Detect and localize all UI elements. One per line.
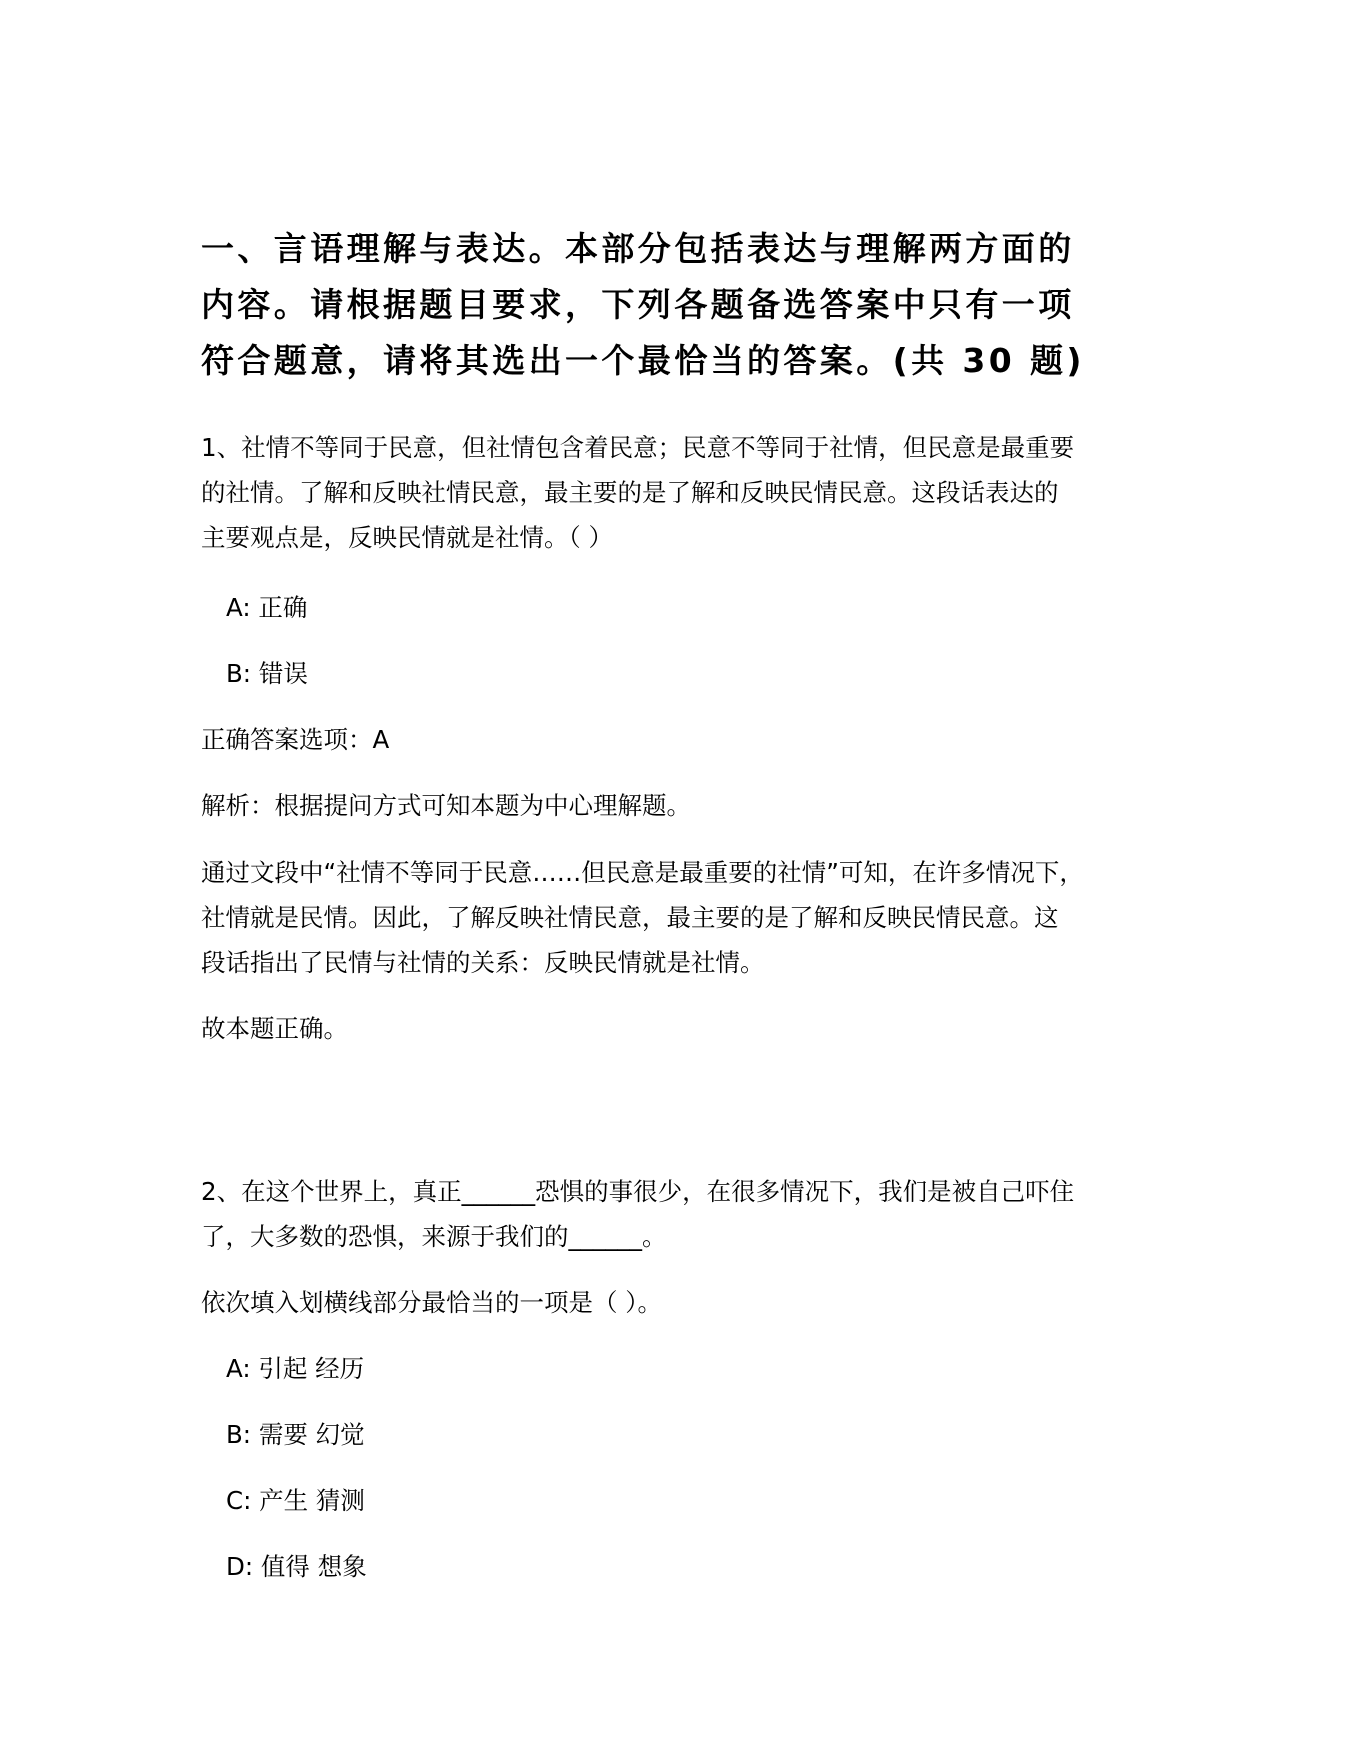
q2-option-b: B: 需要 幻觉: [226, 1420, 365, 1449]
q1-analysis-line-5: 故本题正确。: [201, 1014, 348, 1043]
section-heading-line-2: 内容。请根据题目要求，下列各题备选答案中只有一项: [201, 285, 1075, 324]
q2-stem-line-3: 依次填入划横线部分最恰当的一项是（ ）。: [201, 1288, 663, 1317]
q1-option-a: A: 正确: [226, 593, 308, 622]
q1-option-b: B: 错误: [226, 659, 308, 688]
q2-stem-line-1: 2、在这个世界上，真正______恐惧的事很少，在很多情况下，我们是被自己吓住: [201, 1177, 1075, 1206]
q2-stem-line-2: 了，大多数的恐惧，来源于我们的______。: [201, 1222, 667, 1251]
section-heading-line-3: 符合题意，请将其选出一个最恰当的答案。(共 30 题): [201, 341, 1085, 380]
q1-analysis-line-1: 解析：根据提问方式可知本题为中心理解题。: [201, 791, 691, 820]
q1-answer: 正确答案选项：A: [201, 725, 390, 754]
q2-option-a: A: 引起 经历: [226, 1354, 365, 1383]
q1-stem-line-2: 的社情。了解和反映社情民意，最主要的是了解和反映民情民意。这段话表达的: [201, 478, 1059, 507]
q1-stem-line-1: 1、社情不等同于民意，但社情包含着民意；民意不等同于社情，但民意是最重要: [201, 433, 1075, 462]
q1-analysis-line-2: 通过文段中“社情不等同于民意……但民意是最重要的社情”可知，在许多情况下，: [201, 858, 1084, 887]
q1-stem-line-3: 主要观点是，反映民情就是社情。（ ）: [201, 523, 614, 552]
q2-option-d: D: 值得 想象: [226, 1552, 367, 1581]
q2-option-c: C: 产生 猜测: [226, 1486, 365, 1515]
q1-analysis-line-4: 段话指出了民情与社情的关系：反映民情就是社情。: [201, 948, 765, 977]
section-heading-line-1: 一、言语理解与表达。本部分包括表达与理解两方面的: [201, 229, 1075, 268]
q1-analysis-line-3: 社情就是民情。因此，了解反映社情民意，最主要的是了解和反映民情民意。这: [201, 903, 1059, 932]
